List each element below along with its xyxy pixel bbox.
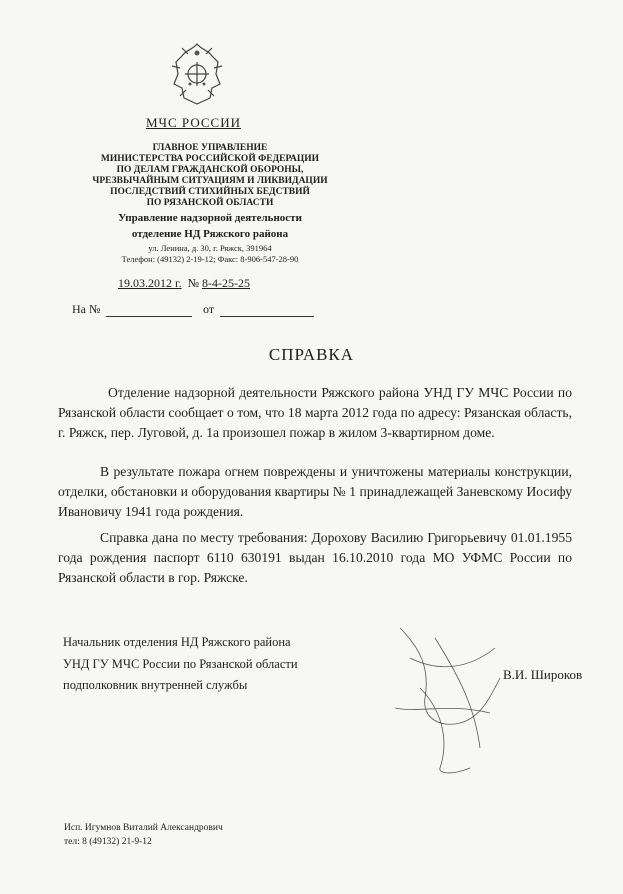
incoming-number-line [106,316,192,317]
reference-line [118,276,250,291]
reference-number: 8-4-25-25 [202,276,251,290]
phone-fax: Телефон: (49132) 2-19-12; Факс: 8-906-547-28-90 [121,254,299,264]
header-line-6: ПО РЯЗАНСКОЙ ОБЛАСТИ [146,198,274,208]
address: ул. Ленина, д. 30, г. Ряжск, 391964 [148,243,272,253]
signatory-position-2: УНД ГУ МЧС России по Рязанской области [63,657,298,671]
signatory-rank: подполковник внутренней службы [63,678,248,692]
header-line-1: ГЛАВНОЕ УПРАВЛЕНИЕ [152,143,268,153]
signatory-name: В.И. Широков [503,667,583,682]
department-name: Управление надзорной деятельности [118,212,302,224]
emblem-icon [168,40,226,108]
executor-phone: тел: 8 (49132) 21-9-12 [64,837,152,847]
body-paragraph-2: В результате пожара огнем повреждены и уничтожены материалы конструкции, отделки, обстановки и оборудования квартиры № 1 принадлежащей Заневскому Иосифу Ивановичу 1941 года рождения. [58,464,572,519]
header-line-4: ЧРЕЗВЫЧАЙНЫМ СИТУАЦИЯМ И ЛИКВИДАЦИИ [92,176,328,186]
signature-scribble-icon [380,618,520,778]
incoming-date-line [220,316,314,317]
reference-date: 19.03.2012 г. [118,276,182,290]
header-line-5: ПОСЛЕДСТВИЙ СТИХИЙНЫХ БЕДСТВИЙ [110,187,310,197]
header-line-3: ПО ДЕЛАМ ГРАЖДАНСКОЙ ОБОРОНЫ, [116,165,304,175]
incoming-date-label: от [203,302,215,316]
agency-name: МЧС РОССИИ [146,115,241,130]
incoming-number-label: На № [72,302,101,316]
document-title: СПРАВКА [268,345,355,364]
reference-number-label: № [187,276,200,290]
signatory-position-1: Начальник отделения НД Ряжского района [63,635,291,649]
body-paragraph-3: Справка дана по месту требования: Дорохову Василию Григорьевичу 01.01.1955 года рождения паспорт 6110 630191 выдан 16.10.2010 года МО УФМС России по Рязанской области в гор. Ряжске. [58,530,572,585]
body-paragraph-1: Отделение надзорной деятельности Ряжского района УНД ГУ МЧС России по Рязанской области сообщает о том, что 18 марта 2012 года по адресу: Рязанская область, г. Ряжск, пер. Луговой, д. 1а произошел пожар в жилом 3-квартирном доме. [58,385,572,440]
header-line-2: МИНИСТЕРСТВА РОССИЙСКОЙ ФЕДЕРАЦИИ [100,154,320,164]
division-name: отделение НД Ряжского района [131,228,289,240]
executor-name: Исп. Игумнов Виталий Александрович [64,823,223,833]
